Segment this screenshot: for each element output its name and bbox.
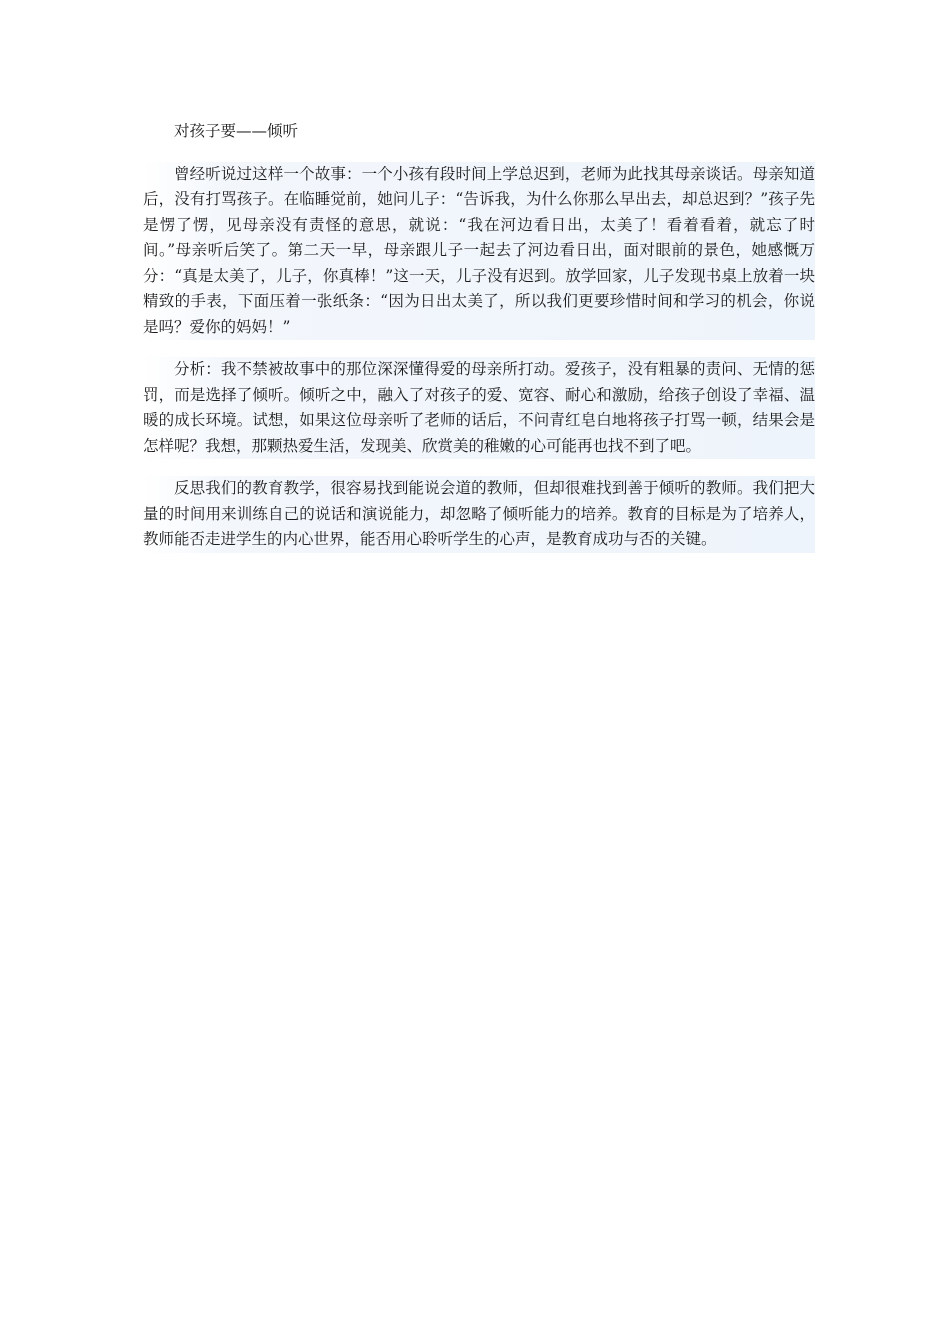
paragraph-reflection: 反思我们的教育教学，很容易找到能说会道的教师，但却很难找到善于倾听的教师。我们把大量的时间用来训练自己的说话和演说能力，却忽略了倾听能力的培养。教育的目标是为了培养人，教师能否走进学生的内心世界，能否用心聆听学生的心声，是教育成功与否的关键。: [143, 476, 815, 553]
document-title: 对孩子要——倾听: [174, 122, 299, 140]
document-body: [143, 119, 815, 570]
paragraph-story: 曾经听说过这样一个故事：一个小孩有段时间上学总迟到，老师为此找其母亲谈话。母亲知道后，没有打骂孩子。在临睡觉前，她问儿子：“告诉我，为什么你那么早出去，却总迟到？”孩子先是愣了愣，见母亲没有责怪的意思，就说：“我在河边看日出，太美了！看着看着，就忘了时间。”母亲听后笑了。第二天一早，母亲跟儿子一起去了河边看日出，面对眼前的景色，她感慨万分：“真是太美了，儿子，你真棒！”这一天，儿子没有迟到。放学回家，儿子发现书桌上放着一块精致的手表，下面压着一张纸条：“因为日出太美了，所以我们更要珍惜时间和学习的机会，你说是吗？爱你的妈妈！”: [143, 162, 815, 341]
paragraph-analysis: 分析：我不禁被故事中的那位深深懂得爱的母亲所打动。爱孩子，没有粗暴的责问、无情的惩罚，而是选择了倾听。倾听之中，融入了对孩子的爱、宽容、耐心和激励，给孩子创设了幸福、温暖的成长环境。试想，如果这位母亲听了老师的话后，不问青红皂白地将孩子打骂一顿，结果会是怎样呢？我想，那颗热爱生活，发现美、欣赏美的稚嫩的心可能再也找不到了吧。: [143, 357, 815, 459]
